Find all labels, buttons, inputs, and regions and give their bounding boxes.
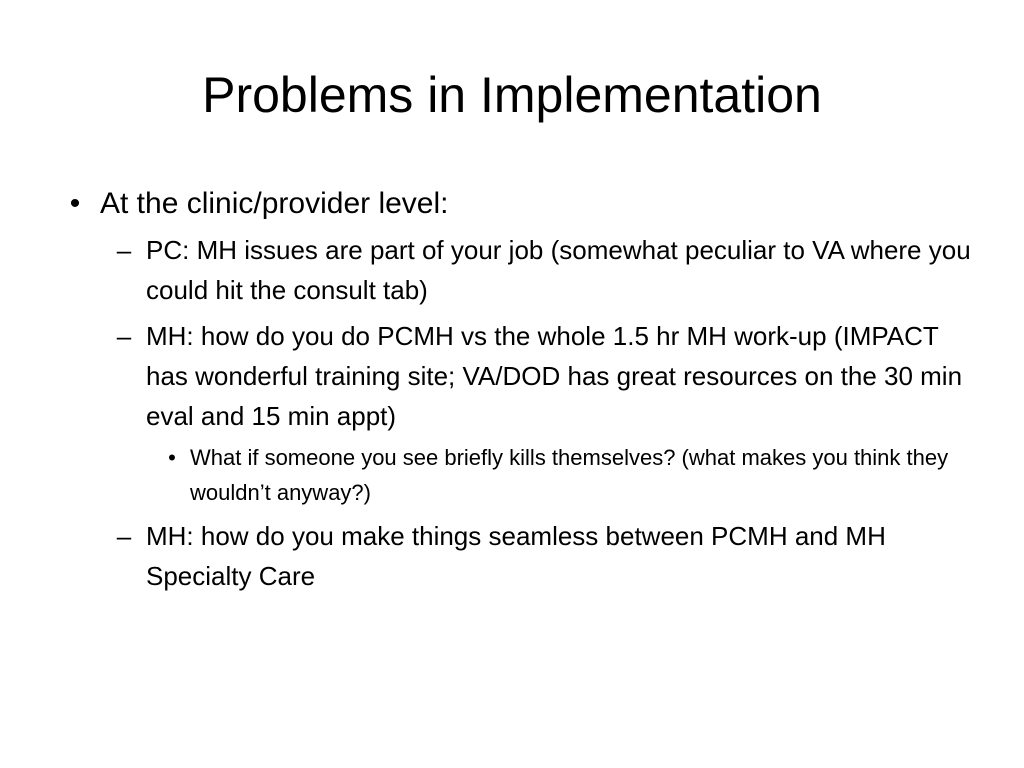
sub-bullet-mh-pcmh-workup xyxy=(116,316,976,436)
dash-icon: – xyxy=(116,235,132,265)
sub-bullet-pc-mh-issues xyxy=(116,230,976,310)
bullet-text: At the clinic/provider level: xyxy=(100,187,449,220)
sub-sub-bullet-kills-themselves xyxy=(168,440,950,510)
sub-sub-bullet-text: What if someone you see briefly kills themselves? (what makes you think they wouldn’t anyway?) xyxy=(190,445,949,505)
bullet-dot-icon: • xyxy=(69,187,81,220)
dash-icon: – xyxy=(116,521,132,551)
sub-bullet-text: PC: MH issues are part of your job (somewhat peculiar to VA where you could hit the consult tab) xyxy=(146,235,971,305)
sub-bullet-mh-seamless xyxy=(116,516,976,596)
sub-bullet-text: MH: how do you make things seamless between PCMH and MH Specialty Care xyxy=(146,521,886,591)
slide-title: Problems in Implementation xyxy=(202,67,822,123)
dash-icon: – xyxy=(116,321,132,351)
bullet-dot-icon: • xyxy=(168,445,176,470)
slide-body xyxy=(0,180,1024,596)
bullet-clinic-provider-level xyxy=(69,184,960,224)
sub-bullet-text: MH: how do you do PCMH vs the whole 1.5 hr MH work-up (IMPACT has wonderful training site; VA/DOD has great resources on the 30 min eval and 15 min appt) xyxy=(146,321,963,431)
